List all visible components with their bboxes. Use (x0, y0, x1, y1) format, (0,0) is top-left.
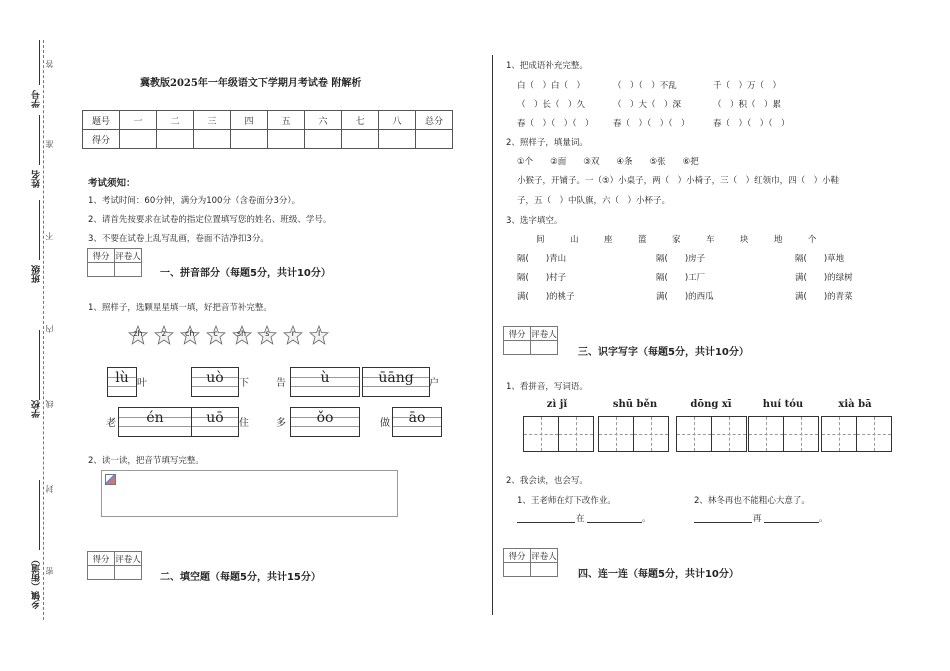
pinyin-text: āo (408, 410, 426, 426)
score-box-label: 评卷人 (531, 549, 558, 563)
score-box (87, 551, 142, 580)
pinyin-text: én (146, 410, 164, 426)
writing-grid-cell[interactable] (633, 416, 669, 452)
fill-word: 在 (576, 514, 585, 524)
sentence: 1、王老师在灯下改作业。 (517, 496, 616, 506)
idiom-item: （ ）积（ ）累 (713, 100, 782, 110)
score-cell[interactable] (157, 130, 194, 149)
measure-options: ①个 ②面 ③双 ④条 ⑤张 ⑥把 (517, 157, 699, 167)
star-label: l (318, 329, 321, 338)
idiom-item: 白（ ）白（ ） (517, 81, 586, 91)
section-4-title: 四、连一连（每题5分，共计10分） (578, 569, 739, 580)
star-label: zh (133, 329, 143, 338)
pinyin-box[interactable] (118, 407, 192, 437)
broken-image-icon (105, 474, 116, 485)
score-header-cell: 总分 (416, 111, 453, 130)
fill-blank[interactable] (587, 522, 642, 523)
idiom-item: 春（ ）（ ）（ ） (613, 119, 690, 129)
writing-grid-cell[interactable] (748, 416, 784, 452)
fill-line-id (39, 40, 40, 85)
choice-char: 车 (706, 235, 715, 245)
choice-char: 座 (604, 235, 613, 245)
pinyin-box[interactable] (290, 367, 360, 397)
question-text: 2、我会读，也会写。 (506, 476, 588, 486)
pinyin-box[interactable] (107, 367, 137, 397)
margin-label-town: 乡镇（街道） (32, 555, 42, 609)
star-option[interactable] (180, 325, 200, 345)
star-option[interactable] (232, 325, 252, 345)
writing-grid-cell[interactable] (711, 416, 747, 452)
score-header-cell: 八 (379, 111, 416, 130)
pinyin-text: uō (206, 410, 224, 426)
choose-item: 隔( )工厂 (656, 273, 706, 283)
pinyin-box[interactable] (392, 407, 442, 437)
answer-box[interactable] (101, 470, 398, 517)
choice-char: 间 (536, 235, 545, 245)
choose-item: 满( )的绿树 (795, 273, 853, 283)
question-text: 1、照样子，选颗星星填一填，好把音节补完整。 (88, 303, 272, 313)
section-1-title: 一、拼音部分（每题5分，共计10分） (160, 268, 331, 279)
margin-label-name: 姓名 (32, 170, 42, 188)
pinyin-box[interactable] (290, 407, 360, 437)
section-2-title: 二、填空题（每题5分，共计15分） (160, 572, 321, 583)
score-box-cell[interactable] (115, 566, 142, 580)
score-box (503, 326, 558, 355)
pinyin-prefix-char: 老 (106, 418, 116, 429)
fill-blank[interactable] (517, 522, 575, 523)
score-box-label: 得分 (88, 552, 115, 566)
fill-line-school (39, 330, 40, 400)
question-text: 2、照样子，填量词。 (506, 138, 588, 148)
choose-item: 满( )的桃子 (517, 292, 575, 302)
score-box-cell[interactable] (88, 263, 115, 277)
star-option[interactable] (206, 325, 226, 345)
notice-item: 1、考试时间：60分钟，满分为100分（含卷面分3分）。 (88, 196, 301, 206)
notice-item: 3、不要在试卷上乱写乱画，卷面不洁净扣3分。 (88, 234, 269, 244)
notice-item: 2、请首先按要求在试卷的指定位置填写您的姓名、班级、学号。 (88, 215, 332, 225)
score-header-cell: 四 (231, 111, 268, 130)
score-box-cell[interactable] (531, 563, 558, 577)
writing-grid-cell[interactable] (856, 416, 892, 452)
writing-grid-cell[interactable] (676, 416, 712, 452)
fill-line-class (39, 200, 40, 260)
question-text: 1、把成语补充完整。 (506, 61, 588, 71)
choose-item: 满( )的青菜 (795, 292, 853, 302)
idiom-item: 春（ ）（ ）（ ） (713, 119, 790, 129)
score-header-cell: 七 (342, 111, 379, 130)
cut-word: 密 (45, 567, 54, 575)
star-label: ch (185, 329, 195, 338)
star-row (128, 325, 390, 351)
star-label: s (265, 329, 270, 338)
star-option[interactable] (257, 325, 277, 345)
writing-grid-cell[interactable] (523, 416, 559, 452)
choice-char: 块 (740, 235, 749, 245)
score-box-label: 得分 (504, 549, 531, 563)
fill-end: 。 (819, 514, 828, 524)
pinyin-word: dōng xī (690, 399, 732, 410)
pinyin-prefix-char: 多 (276, 418, 286, 429)
idiom-item: （ ）长（ ）久 (517, 100, 586, 110)
measure-text: 子，五（ ）中队旗，六（ ）小杯子。 (517, 196, 671, 206)
question-text: 1、看拼音，写词语。 (506, 382, 588, 392)
score-box (503, 548, 558, 577)
score-cell[interactable] (305, 130, 342, 149)
score-box-label: 评卷人 (115, 552, 142, 566)
pinyin-text: lù (115, 370, 129, 386)
star-label: c (213, 329, 218, 338)
idiom-item: 千（ ）万（ ） (713, 81, 782, 91)
choice-char: 山 (570, 235, 579, 245)
score-header-cell: 题号 (83, 111, 120, 130)
pinyin-text: ūāng (378, 370, 414, 386)
choose-item: 隔( )房子 (656, 254, 706, 264)
pinyin-text: uò (206, 370, 224, 386)
choose-item: 隔( )村子 (517, 273, 567, 283)
margin-label-school: 学校 (32, 400, 42, 418)
fill-line-town (39, 480, 40, 550)
column-divider (492, 55, 493, 615)
pinyin-word: shū běn (612, 399, 658, 410)
pinyin-suffix-char: 叶 (137, 378, 147, 389)
score-box-label: 评卷人 (531, 327, 558, 341)
score-cell[interactable] (379, 130, 416, 149)
writing-grid-cell[interactable] (821, 416, 857, 452)
score-cell[interactable] (416, 130, 453, 149)
pinyin-box[interactable] (362, 367, 430, 397)
pinyin-box[interactable] (191, 407, 239, 437)
pinyin-word: xià bā (838, 399, 872, 410)
score-cell[interactable] (342, 130, 379, 149)
score-box-label: 得分 (504, 327, 531, 341)
measure-text: 小猴子，开铺子。一（⑤）小桌子，两（ ）小椅子，三（ ）红领巾，四（ ）小鞋 (517, 176, 840, 186)
choice-char: 家 (672, 235, 681, 245)
margin-label-class: 班级 (32, 265, 42, 283)
fill-blank[interactable] (694, 522, 752, 523)
cut-word: 内 (45, 325, 54, 333)
fill-word: 再 (753, 514, 762, 524)
fill-line-name (39, 115, 40, 165)
cut-word: 封 (45, 485, 54, 493)
choose-item: 满( )的西瓜 (656, 292, 714, 302)
section-3-title: 三、识字写字（每题5分，共计10分） (578, 347, 749, 358)
score-box-cell[interactable] (115, 263, 142, 277)
cut-word: 线 (45, 400, 54, 408)
pinyin-suffix-char: 下 (239, 378, 249, 389)
pinyin-box[interactable] (191, 367, 239, 397)
star-label: sh (236, 329, 247, 338)
star-label: r (291, 329, 295, 338)
star-option[interactable] (309, 325, 329, 345)
pinyin-suffix-char: 户 (429, 378, 439, 389)
score-header-cell: 六 (305, 111, 342, 130)
score-box (87, 248, 142, 277)
pinyin-word: huí tóu (762, 399, 804, 410)
star-option[interactable] (154, 325, 174, 345)
score-header-cell: 五 (268, 111, 305, 130)
score-box-cell[interactable] (504, 341, 531, 355)
fill-end: 。 (642, 514, 651, 524)
sentence: 2、林冬再也不能粗心大意了。 (694, 496, 810, 506)
score-cell[interactable] (268, 130, 305, 149)
star-option[interactable] (128, 325, 148, 345)
score-cell[interactable] (194, 130, 231, 149)
pinyin-word: zì jǐ (546, 399, 568, 410)
score-header-cell: 二 (157, 111, 194, 130)
idiom-item: （ ）大（ ）深 (613, 100, 682, 110)
idiom-item: 春（ ）（ ）（ ） (517, 119, 594, 129)
score-table (82, 110, 453, 149)
score-box-cell[interactable] (531, 341, 558, 355)
choice-char: 篮 (638, 235, 647, 245)
fill-blank[interactable] (764, 522, 819, 523)
cut-word: 不 (45, 232, 54, 240)
score-row-label: 得分 (83, 130, 120, 149)
writing-grid-cell[interactable] (783, 416, 819, 452)
choose-item: 隔( )草地 (795, 254, 845, 264)
score-box-cell[interactable] (504, 563, 531, 577)
score-header-cell: 一 (120, 111, 157, 130)
score-cell[interactable] (231, 130, 268, 149)
star-option[interactable] (283, 325, 303, 345)
pinyin-prefix-char: 做 (380, 418, 390, 429)
choice-char: 地 (774, 235, 783, 245)
star-label: z (161, 329, 166, 338)
writing-grid-cell[interactable] (558, 416, 594, 452)
margin-label-student-id: 学号 (32, 90, 42, 108)
pinyin-text: ù (320, 370, 330, 386)
score-box-cell[interactable] (88, 566, 115, 580)
question-text: 2、读一读，把音节填写完整。 (88, 456, 204, 466)
pinyin-suffix-char: 住 (239, 418, 249, 429)
score-header-cell: 三 (194, 111, 231, 130)
choose-item: 隔( )青山 (517, 254, 567, 264)
question-text: 3、选字填空。 (506, 216, 563, 226)
page-title: 冀教版2025年一年级语文下学期月考试卷 附解析 (140, 78, 362, 89)
pinyin-prefix-char: 告 (276, 378, 286, 389)
cut-word: 答 (45, 60, 54, 68)
writing-grid-cell[interactable] (598, 416, 634, 452)
pinyin-text: ǒo (316, 410, 334, 426)
cut-word: 准 (45, 140, 54, 148)
score-box-label: 评卷人 (115, 249, 142, 263)
idiom-item: （ ）（ ）不乱 (613, 81, 677, 91)
choice-char: 个 (808, 235, 817, 245)
score-cell[interactable] (120, 130, 157, 149)
notice-heading: 考试须知： (88, 178, 136, 189)
score-box-label: 得分 (88, 249, 115, 263)
